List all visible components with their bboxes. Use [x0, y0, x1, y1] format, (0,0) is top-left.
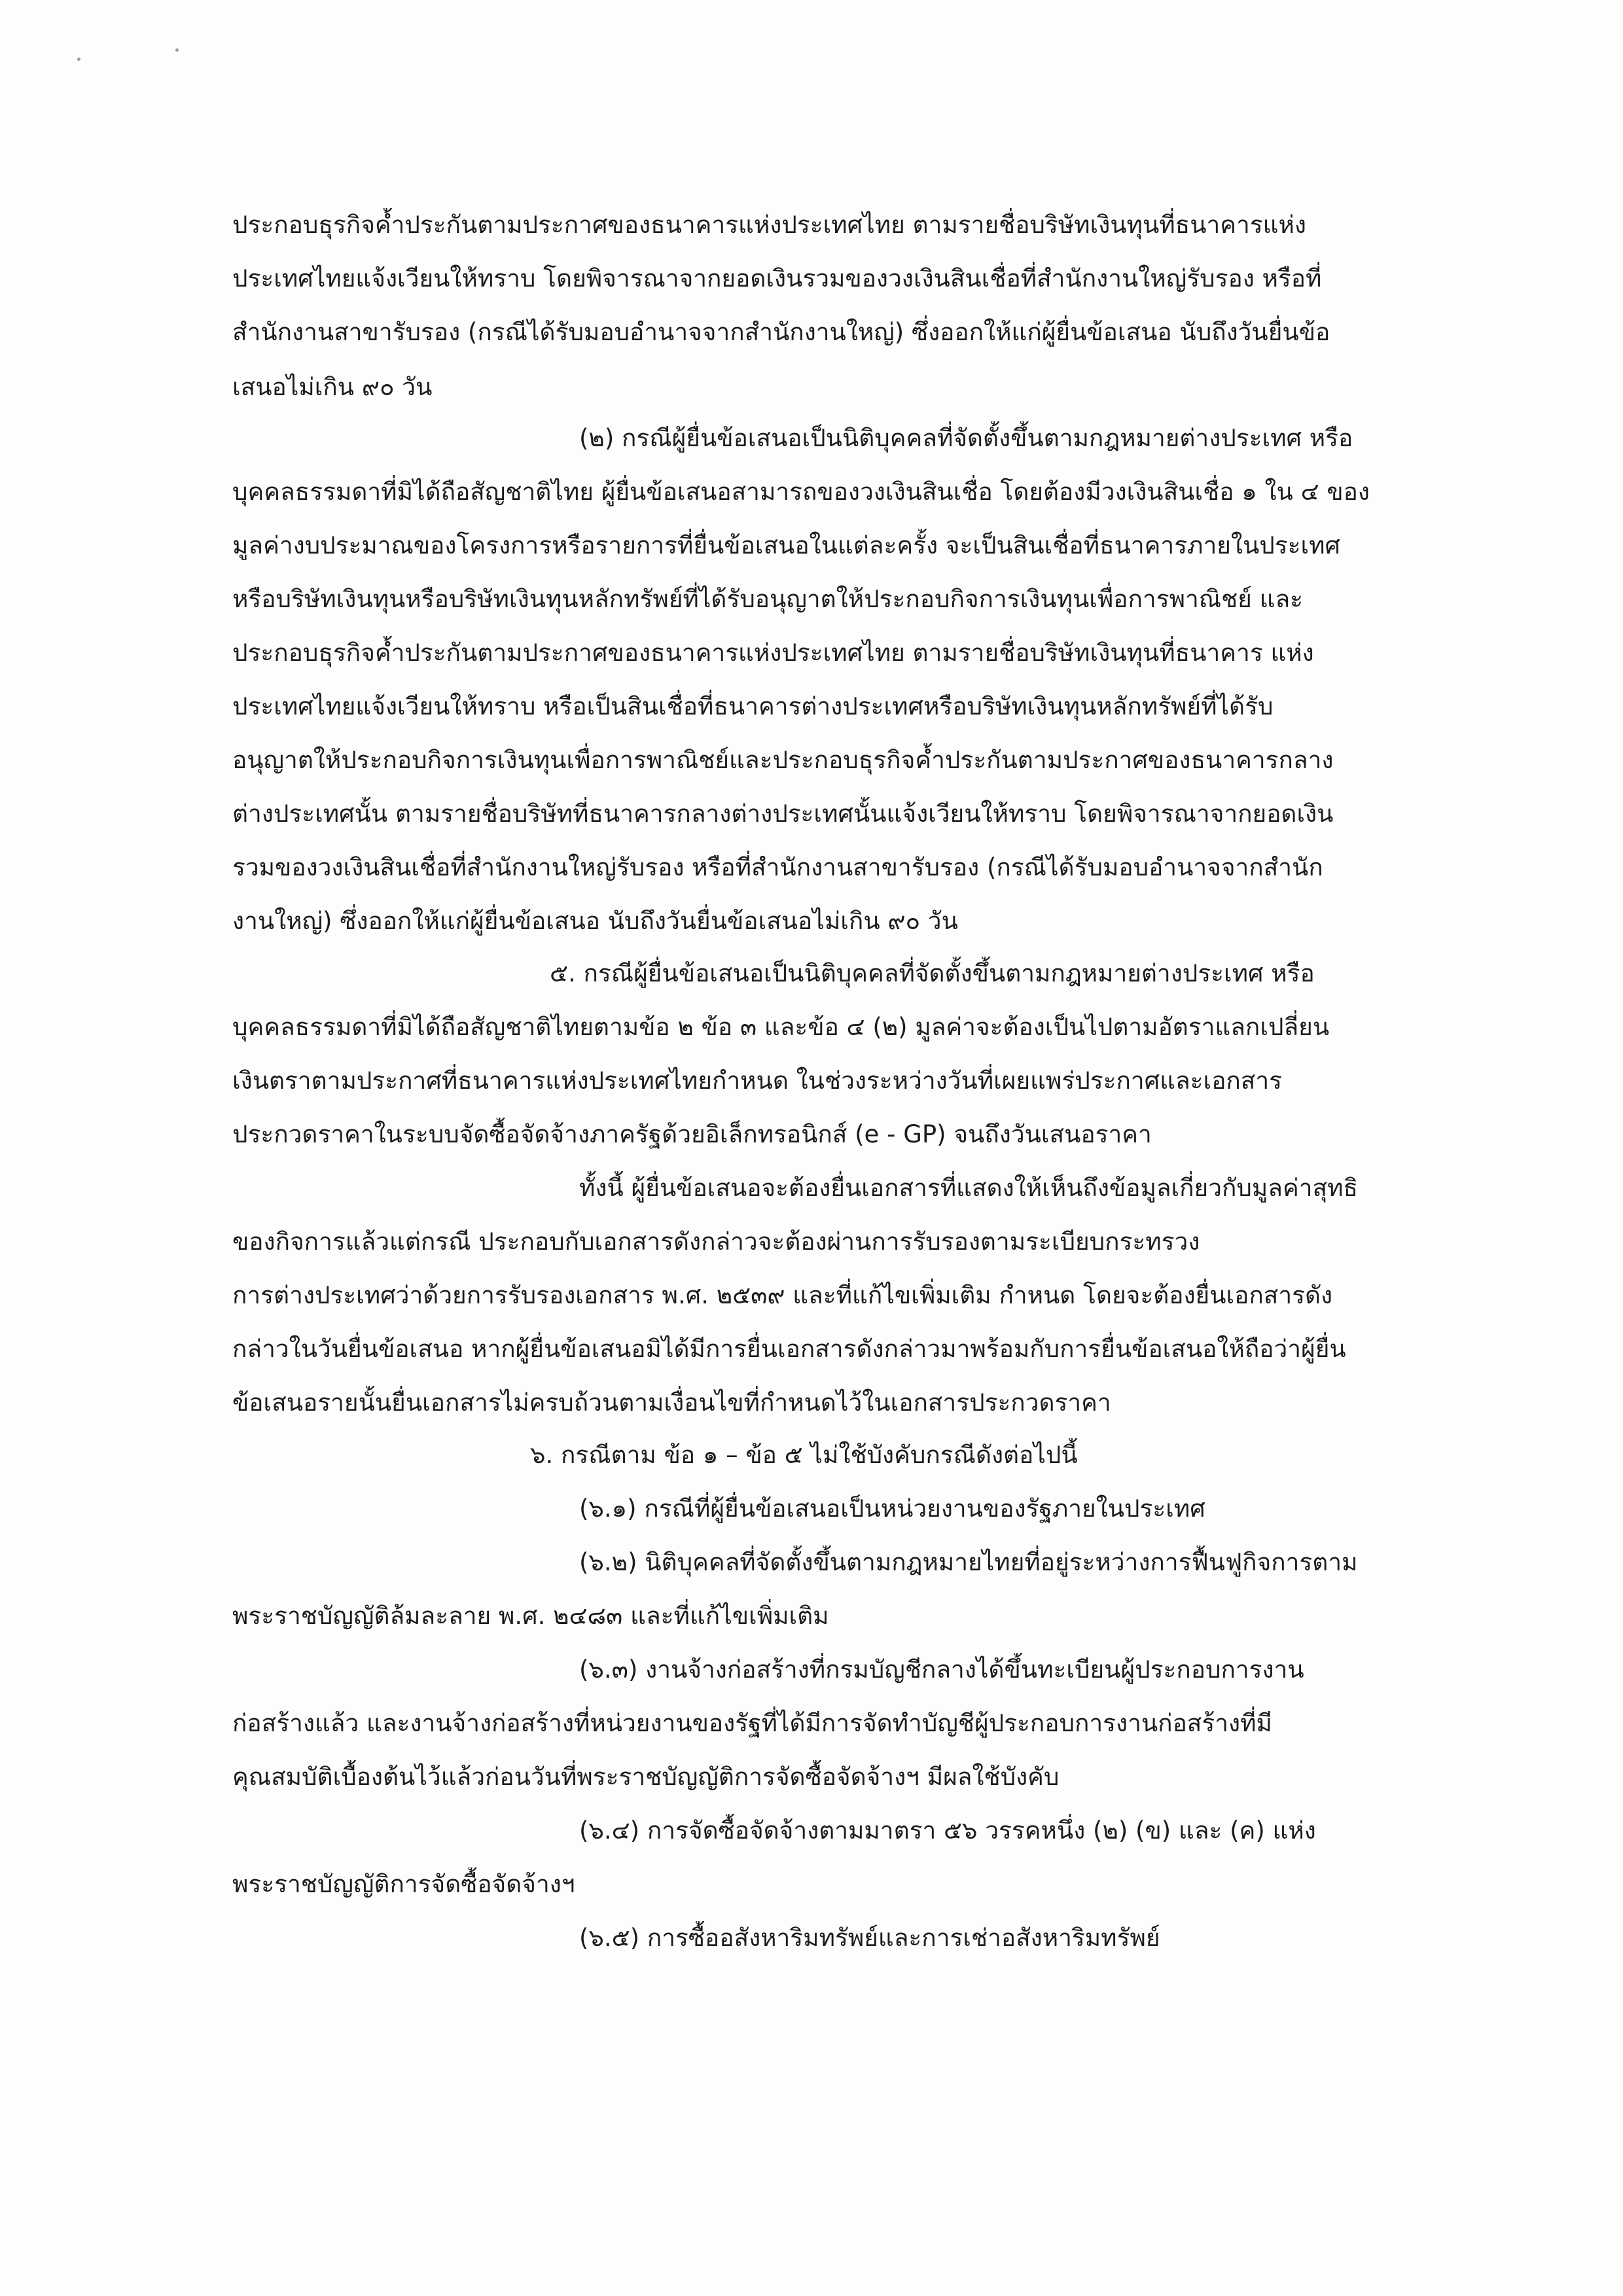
text-line: พระราชบัญญัติการจัดซื้อจัดจ้างฯ	[232, 1870, 575, 1898]
text-line: เงินตราตามประกาศที่ธนาคารแห่งประเทศไทยกำหนด ในช่วงระหว่างวันที่เผยแพร่ประกาศและเอกสาร	[232, 1067, 1283, 1095]
text-line: พระราชบัญญัติล้มละลาย พ.ศ. ๒๔๘๓ และที่แก้ไขเพิ่มเติม	[232, 1602, 829, 1630]
text-line: ประกวดราคาในระบบจัดซื้อจัดจ้างภาครัฐด้วยอิเล็กทรอนิกส์ (e - GP) จนถึงวันเสนอราคา	[232, 1120, 1152, 1148]
text-line: หรือบริษัทเงินทุนหรือบริษัทเงินทุนหลักทรัพย์ที่ได้รับอนุญาตให้ประกอบกิจการเงินทุนเพื่อการพาณิชย์ และ	[232, 585, 1304, 613]
text-line: คุณสมบัติเบื้องต้นไว้แล้วก่อนวันที่พระราชบัญญัติการจัดซื้อจัดจ้างฯ มีผลใช้บังคับ	[232, 1763, 1060, 1791]
text-line: งานใหญ่) ซึ่งออกให้แก่ผู้ยื่นข้อเสนอ นับถึงวันยื่นข้อเสนอไม่เกิน ๙๐ วัน	[232, 907, 958, 935]
text-line: ข้อเสนอรายนั้นยื่นเอกสารไม่ครบถ้วนตามเงื่อนไขที่กำหนดไว้ในเอกสารประกวดราคา	[232, 1388, 1111, 1417]
text-line: ๕. กรณีผู้ยื่นข้อเสนอเป็นนิติบุคคลที่จัดตั้งขึ้นตามกฎหมายต่างประเทศ หรือ	[550, 959, 1315, 987]
text-line: สำนักงานสาขารับรอง (กรณีได้รับมอบอำนาจจากสำนักงานใหญ่) ซึ่งออกให้แก่ผู้ยื่นข้อเสนอ นับถึงวันยื่นข้อ	[232, 318, 1330, 346]
text-line: ต่างประเทศนั้น ตามรายชื่อบริษัทที่ธนาคารกลางต่างประเทศนั้นแจ้งเวียนให้ทราบ โดยพิจารณาจากยอดเงิน	[232, 800, 1334, 828]
text-line: เสนอไม่เกิน ๙๐ วัน	[232, 373, 433, 401]
text-line: ประกอบธุรกิจค้ำประกันตามประกาศของธนาคารแห่งประเทศไทย ตามรายชื่อบริษัทเงินทุนที่ธนาคารแห่ง	[232, 211, 1306, 239]
text-line: การต่างประเทศว่าด้วยการรับรองเอกสาร พ.ศ. ๒๕๓๙ และที่แก้ไขเพิ่มเติม กำหนด โดยจะต้องยื่นเอกสารดัง	[232, 1281, 1333, 1309]
text-line: (๖.๑) กรณีที่ผู้ยื่นข้อเสนอเป็นหน่วยงานของรัฐภายในประเทศ	[579, 1494, 1205, 1523]
text-line: รวมของวงเงินสินเชื่อที่สำนักงานใหญ่รับรอง หรือที่สำนักงานสาขารับรอง (กรณีได้รับมอบอำนาจจากสำนัก	[232, 853, 1323, 881]
text-line: กล่าวในวันยื่นข้อเสนอ หากผู้ยื่นข้อเสนอมิได้มีการยื่นเอกสารดังกล่าวมาพร้อมกับการยื่นข้อเสนอให้ถือว่าผู้ยื่น	[232, 1335, 1346, 1363]
text-line: ประกอบธุรกิจค้ำประกันตามประกาศของธนาคารแห่งประเทศไทย ตามรายชื่อบริษัทเงินทุนที่ธนาคาร แห่ง	[232, 639, 1314, 667]
text-line: ก่อสร้างแล้ว และงานจ้างก่อสร้างที่หน่วยงานของรัฐที่ได้มีการจัดทำบัญชีผู้ประกอบการงานก่อสร้างที่มี	[232, 1709, 1272, 1737]
text-line: (๖.๒) นิติบุคคลที่จัดตั้งขึ้นตามกฎหมายไทยที่อยู่ระหว่างการฟื้นฟูกิจการตาม	[579, 1548, 1358, 1576]
text-line: บุคคลธรรมดาที่มิได้ถือสัญชาติไทย ผู้ยื่นข้อเสนอสามารถของวงเงินสินเชื่อ โดยต้องมีวงเงินสินเชื่อ ๑ ใน ๔ ของ	[232, 478, 1370, 506]
text-line: (๖.๓) งานจ้างก่อสร้างที่กรมบัญชีกลางได้ขึ้นทะเบียนผู้ประกอบการงาน	[579, 1655, 1304, 1684]
text-line: ๖. กรณีตาม ข้อ ๑ – ข้อ ๕ ไม่ใช้บังคับกรณีดังต่อไปนี้	[530, 1441, 1078, 1469]
text-line: ประเทศไทยแจ้งเวียนให้ทราบ โดยพิจารณาจากยอดเงินรวมของวงเงินสินเชื่อที่สำนักงานใหญ่รับรอง หรือที่	[232, 264, 1322, 292]
text-line: บุคคลธรรมดาที่มิได้ถือสัญชาติไทยตามข้อ ๒ ข้อ ๓ และข้อ ๔ (๒) มูลค่าจะต้องเป็นไปตามอัตราแลกเปลี่ยน	[232, 1013, 1330, 1041]
text-line: มูลค่างบประมาณของโครงการหรือรายการที่ยื่นข้อเสนอในแต่ละครั้ง จะเป็นสินเชื่อที่ธนาคารภายในประเทศ	[232, 531, 1341, 559]
text-line: (๖.๕) การซื้ออสังหาริมทรัพย์และการเช่าอสังหาริมทรัพย์	[579, 1924, 1160, 1952]
text-line: ของกิจการแล้วแต่กรณี ประกอบกับเอกสารดังกล่าวจะต้องผ่านการรับรองตามระเบียบกระทรวง	[232, 1227, 1200, 1256]
text-line: (๒) กรณีผู้ยื่นข้อเสนอเป็นนิติบุคคลที่จัดตั้งขึ้นตามกฎหมายต่างประเทศ หรือ	[579, 424, 1353, 452]
text-line: อนุญาตให้ประกอบกิจการเงินทุนเพื่อการพาณิชย์และประกอบธุรกิจค้ำประกันตามประกาศของธนาคารกลาง	[232, 746, 1334, 774]
text-line: ประเทศไทยแจ้งเวียนให้ทราบ หรือเป็นสินเชื่อที่ธนาคารต่างประเทศหรือบริษัทเงินทุนหลักทรัพย์ที่ได้รับ	[232, 692, 1274, 720]
text-line: ทั้งนี้ ผู้ยื่นข้อเสนอจะต้องยื่นเอกสารที่แสดงให้เห็นถึงข้อมูลเกี่ยวกับมูลค่าสุทธิ	[579, 1174, 1359, 1202]
text-line: (๖.๔) การจัดซื้อจัดจ้างตามมาตรา ๕๖ วรรคหนึ่ง (๒) (ข) และ (ค) แห่ง	[579, 1816, 1316, 1845]
